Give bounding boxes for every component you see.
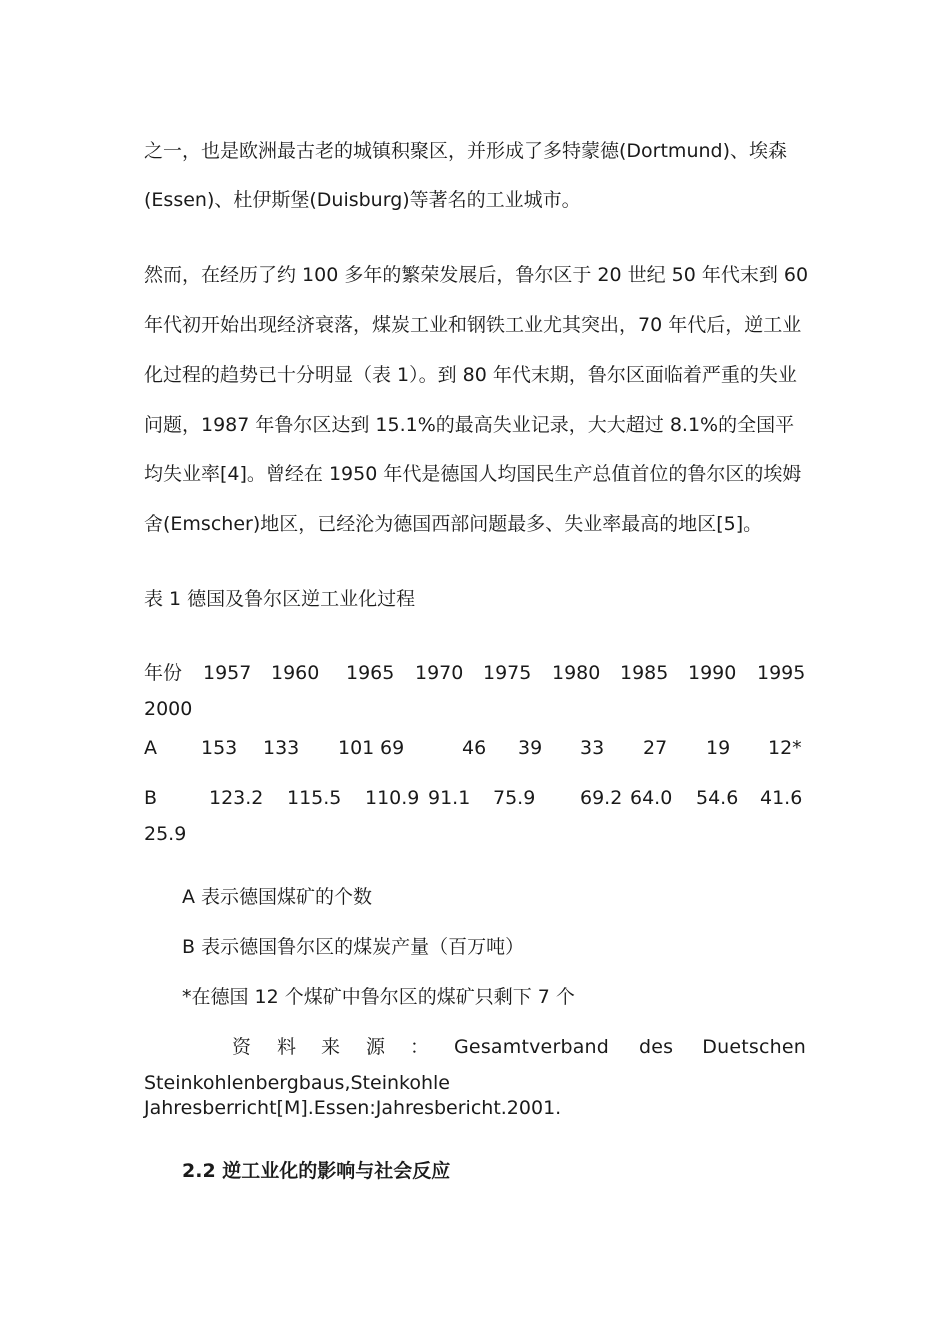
source-label-char: 来	[321, 1036, 341, 1058]
table-cell: 110.9	[365, 787, 420, 809]
source-word: Duetschen	[702, 1036, 806, 1058]
table-header-cell: 1957	[203, 662, 252, 684]
table-cell: 54.6	[696, 787, 739, 809]
paragraph-2-line: 化过程的趋势已十分明显（表 1）。到 80 年代末期，鲁尔区面临着严重的失业	[144, 364, 797, 386]
table-cell: 39	[518, 737, 543, 759]
paragraph-2-line: 年代初开始出现经济衰落，煤炭工业和钢铁工业尤其突出，70 年代后，逆工业	[144, 314, 802, 336]
table-header-cell: 1980	[552, 662, 601, 684]
paragraph-2-line: 舍(Emscher)地区，已经沦为德国西部问题最多、失业率最高的地区[5]。	[144, 513, 763, 535]
table-cell: 75.9	[493, 787, 536, 809]
table-cell: 46	[462, 737, 487, 759]
source-label-char: 资	[232, 1036, 252, 1058]
paragraph-1-line: (Essen)、杜伊斯堡(Duisburg)等著名的工业城市。	[144, 189, 581, 211]
table-header-cell: 1985	[620, 662, 669, 684]
table-cell: B	[144, 787, 158, 809]
paragraph-2-line: 然而，在经历了约 100 多年的繁荣发展后，鲁尔区于 20 世纪 50 年代末到 60	[144, 264, 809, 286]
paragraph-2-line: 均失业率[4]。曾经在 1950 年代是德国人均国民生产总值首位的鲁尔区的埃姆	[144, 463, 802, 485]
table-cell: 133	[263, 737, 300, 759]
table-cell: 101	[338, 737, 375, 759]
table-header-cell: 1975	[483, 662, 532, 684]
table-cell: 123.2	[209, 787, 264, 809]
source-word: des	[639, 1036, 674, 1058]
table-cell: 25.9	[144, 823, 187, 845]
source-word: Gesamtverband	[454, 1036, 610, 1058]
table-cell: 41.6	[760, 787, 803, 809]
paragraph-1-line: 之一，也是欧洲最古老的城镇积聚区，并形成了多特蒙德(Dortmund)、埃森	[144, 140, 787, 162]
table-note: B 表示德国鲁尔区的煤炭产量（百万吨）	[182, 936, 525, 958]
source-line: Steinkohlenbergbaus,Steinkohle	[144, 1072, 450, 1094]
table-cell: 69	[380, 737, 405, 759]
table-header-cell: 1990	[688, 662, 737, 684]
table-header-cell: 1960	[271, 662, 320, 684]
table-cell: 153	[201, 737, 238, 759]
paragraph-2-line: 问题，1987 年鲁尔区达到 15.1%的最高失业记录，大大超过 8.1%的全国平	[144, 414, 795, 436]
table-header-cell: 1995	[757, 662, 806, 684]
table-cell: 115.5	[287, 787, 342, 809]
table-header-cell: 1970	[415, 662, 464, 684]
source-label-char: 料	[277, 1036, 297, 1058]
table-cell: 19	[706, 737, 731, 759]
table-cell: A	[144, 737, 157, 759]
table-cell: 69.2	[580, 787, 623, 809]
source-label-char: ：	[410, 1036, 430, 1058]
table-cell: 33	[580, 737, 605, 759]
source-line: Jahresberricht[M].Essen:Jahresbericht.2001.	[144, 1097, 562, 1119]
table-cell: 64.0	[630, 787, 673, 809]
table-note: *在德国 12 个煤矿中鲁尔区的煤矿只剩下 7 个	[182, 986, 575, 1008]
table-cell: 12*	[768, 737, 802, 759]
table-cell: 91.1	[428, 787, 471, 809]
table-note: A 表示德国煤矿的个数	[182, 886, 373, 908]
table-caption: 表 1 德国及鲁尔区逆工业化过程	[144, 588, 416, 610]
section-heading: 2.2 逆工业化的影响与社会反应	[182, 1160, 451, 1182]
table-header-cell: 年份	[144, 662, 183, 684]
table-header-cell: 1965	[346, 662, 395, 684]
table-header-cell: 2000	[144, 698, 193, 720]
source-label-char: 源	[366, 1036, 386, 1058]
table-cell: 27	[643, 737, 668, 759]
